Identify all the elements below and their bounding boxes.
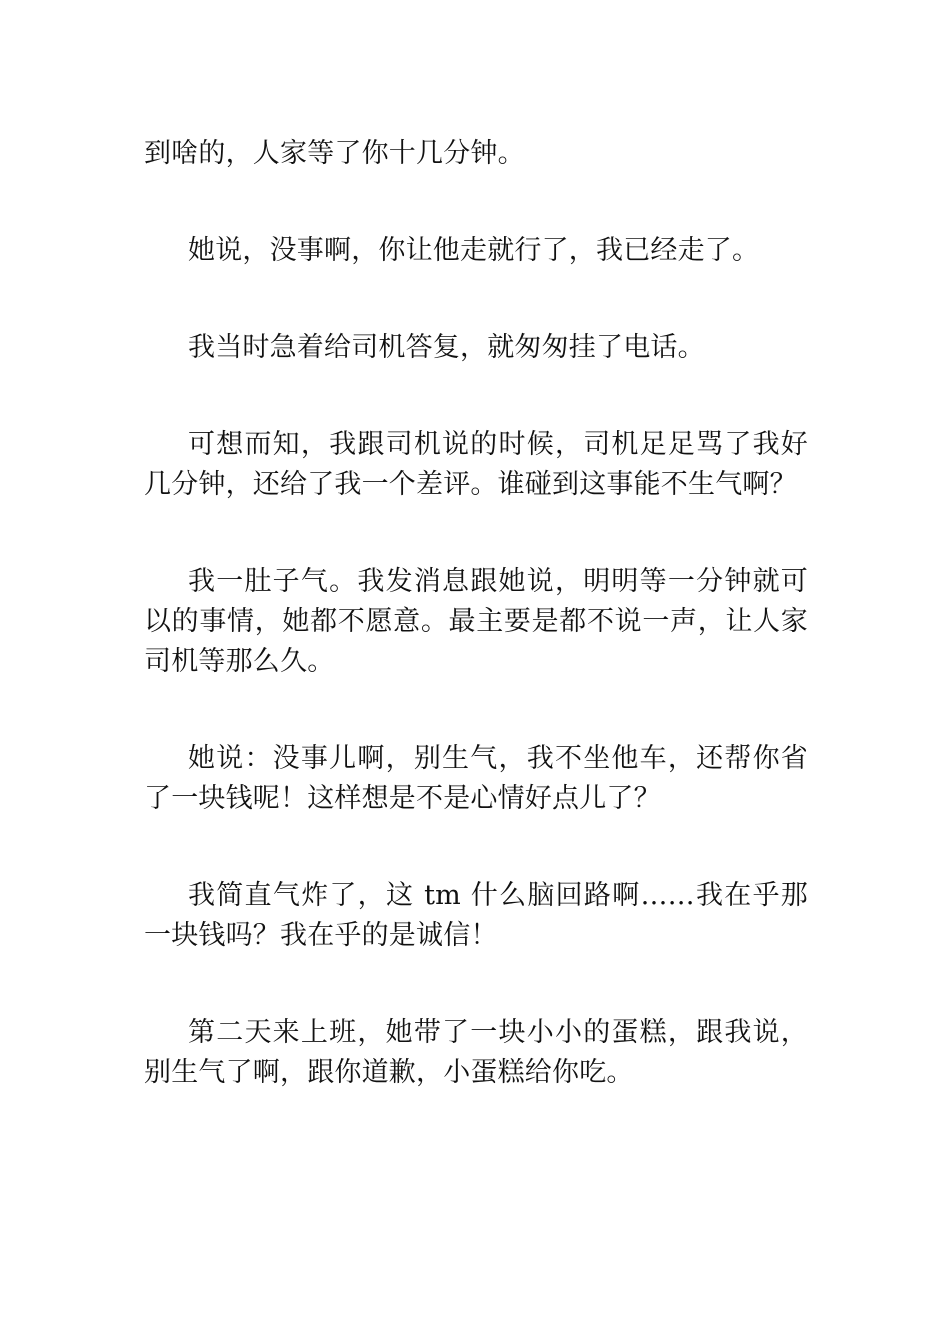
paragraph: 她说，没事啊，你让他走就行了，我已经走了。	[188, 235, 760, 266]
paragraph-continuation: 到啥的，人家等了你十几分钟。	[144, 138, 525, 169]
paragraph: 我一肚子气。我发消息跟她说，明明等一分钟就可以的事情，她都不愿意。最主要是都不说一声，让人家司机等那么久。	[144, 566, 808, 677]
paragraph: 我简直气炸了，这 tm 什么脑回路啊……我在乎那一块钱吗？我在乎的是诚信！	[144, 880, 808, 951]
paragraph: 第二天来上班，她带了一块小小的蛋糕，跟我说，别生气了啊，跟你道歉，小蛋糕给你吃。	[144, 1017, 808, 1088]
paragraph: 她说：没事儿啊，别生气，我不坐他车，还帮你省了一块钱呢！这样想是不是心情好点儿了？	[144, 743, 808, 814]
document-body	[144, 134, 808, 1150]
paragraph: 可想而知，我跟司机说的时候，司机足足骂了我好几分钟，还给了我一个差评。谁碰到这事能不生气啊？	[144, 429, 808, 500]
paragraph: 我当时急着给司机答复，就匆匆挂了电话。	[188, 332, 705, 363]
